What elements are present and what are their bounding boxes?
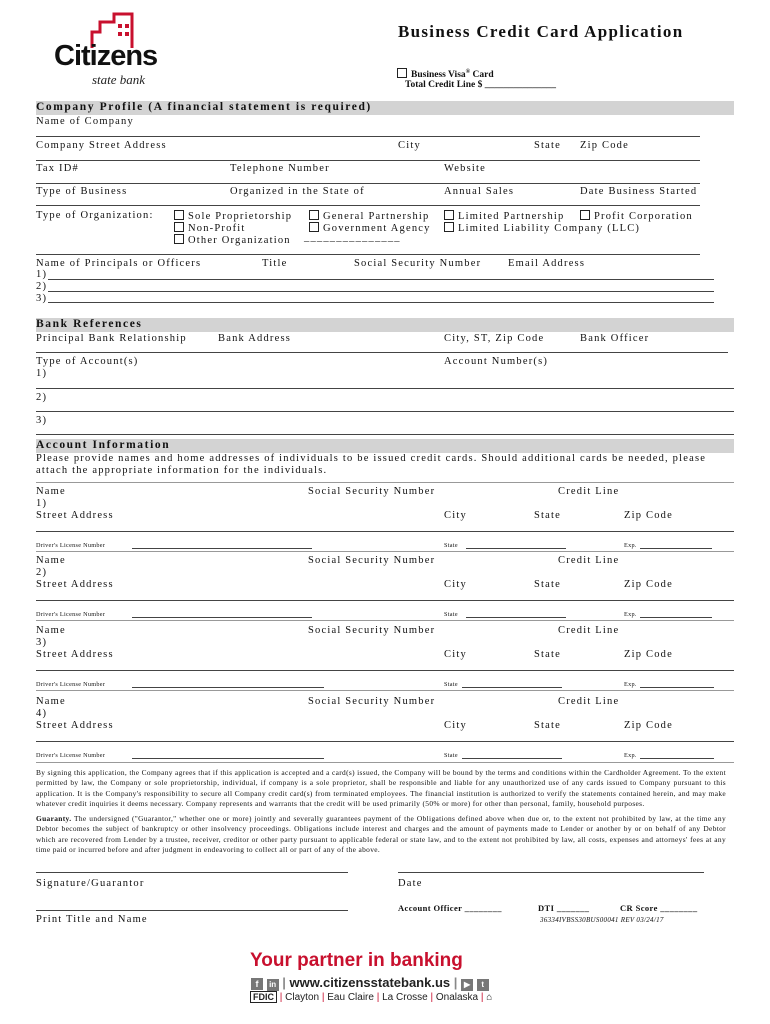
option-non-profit[interactable]: Non-Profit — [174, 222, 246, 234]
label-account-type: Type of Account(s) — [36, 356, 139, 367]
street-line[interactable] — [36, 160, 700, 161]
option-government-agency[interactable]: Government Agency — [309, 222, 431, 234]
label-dl-state: State — [444, 611, 458, 618]
signature-line[interactable] — [36, 872, 348, 873]
form-number: 36334IVBSS30BUS00041 REV 03/24/17 — [540, 916, 664, 924]
principal-row-3: 3) — [36, 293, 48, 304]
label-principal-ssn: Social Security Number — [354, 258, 482, 269]
label-zip: Zip Code — [624, 649, 673, 660]
label-street: Company Street Address — [36, 140, 167, 151]
drivers-license-line[interactable] — [132, 617, 312, 618]
dl-state-line[interactable] — [462, 687, 562, 688]
label-signature: Signature/Guarantor — [36, 878, 145, 889]
label-company-name: Name of Company — [36, 116, 134, 127]
label-dl-state: State — [444, 752, 458, 759]
label-credit-line: Credit Line — [558, 555, 620, 566]
logo — [52, 10, 162, 85]
facebook-icon[interactable]: f — [251, 978, 263, 990]
label-org-state: Organized in the State of — [230, 186, 365, 197]
label-state: State — [534, 720, 561, 731]
label-business-type: Type of Business — [36, 186, 128, 197]
checkbox[interactable] — [174, 234, 184, 244]
checkbox[interactable] — [444, 222, 454, 232]
label-dl-state: State — [444, 681, 458, 688]
label-account-number: Account Number(s) — [444, 356, 549, 367]
dti-field[interactable]: DTI _______ — [538, 903, 590, 913]
company-name-line[interactable] — [36, 136, 700, 137]
label-credit-line: Credit Line — [558, 625, 620, 636]
business-type-line[interactable] — [36, 205, 700, 206]
address-line[interactable] — [36, 741, 734, 742]
checkbox[interactable] — [174, 210, 184, 220]
label-title: Title — [262, 258, 288, 269]
cardholder-number: 4) — [36, 708, 48, 719]
label-state: State — [534, 140, 561, 151]
total-credit-line: Total Credit Line $ _______________ — [405, 80, 556, 90]
label-email: Email Address — [508, 258, 586, 269]
label-cardholder-ssn: Social Security Number — [308, 625, 436, 636]
label-cardholder-name: Name — [36, 625, 66, 636]
address-line[interactable] — [36, 531, 734, 532]
page-title: Business Credit Card Application — [398, 22, 684, 41]
date-line[interactable] — [398, 872, 704, 873]
address-line[interactable] — [36, 670, 734, 671]
bank-references-heading: Bank References — [36, 318, 143, 330]
option-general-partnership[interactable]: General Partnership — [309, 210, 429, 222]
label-city: City — [444, 510, 467, 521]
youtube-icon[interactable]: ▶ — [461, 979, 473, 991]
label-zip: Zip Code — [580, 140, 629, 151]
cardholder-number: 1) — [36, 498, 48, 509]
twitter-icon[interactable]: t — [477, 979, 489, 991]
bank-row-2: 2) — [36, 392, 48, 403]
exp-line[interactable] — [640, 617, 712, 618]
account-info-heading: Account Information — [36, 439, 171, 451]
card-checkbox[interactable] — [397, 68, 407, 78]
label-cardholder-ssn: Social Security Number — [308, 696, 436, 707]
bank-line-3[interactable] — [36, 434, 734, 435]
label-dl-state: State — [444, 542, 458, 549]
logo-sub: state bank — [92, 72, 146, 87]
account-officer-field[interactable]: Account Officer ________ — [398, 903, 502, 913]
label-website: Website — [444, 163, 486, 174]
location-eau-claire: Eau Claire — [327, 992, 374, 1003]
company-profile-band — [36, 101, 734, 115]
label-cardholder-ssn: Social Security Number — [308, 486, 436, 497]
principal-row-1: 1) — [36, 269, 48, 280]
location-la-crosse: La Crosse — [382, 992, 428, 1003]
label-bank-relationship: Principal Bank Relationship — [36, 333, 187, 344]
option-limited-partnership[interactable]: Limited Partnership — [444, 210, 565, 222]
agreement-paragraph: By signing this application, the Company agrees that if this application is accepted and a card(s) issued, the Company will be bound by the terms and conditions within the Cardholder Agreement. To the extent permitted by law, the Company or sole proprietorship, individual, if company is a sole proprietor, shall be responsible and liable for any unauthorized use of any cards issued to Company pursuant to this application. It is the Company's responsibility to secure all Company credit card(s) from terminated employees. The financial institution is authorized to verify the statements contained herein, and may make whatever credit inquiries it deems necessary. Company represents and warrants that the credit will be used primarily (50% or more) for other than personal, family, household purposes. — [36, 768, 726, 809]
principal-line-2[interactable] — [48, 291, 714, 292]
label-date-started: Date Business Started — [580, 186, 698, 197]
drivers-license-line[interactable] — [132, 548, 312, 549]
label-drivers-license: Driver's License Number — [36, 542, 106, 549]
cardholder-divider — [36, 551, 734, 552]
label-zip: Zip Code — [624, 510, 673, 521]
exp-line[interactable] — [640, 687, 714, 688]
label-bank-city: City, ST, Zip Code — [444, 333, 545, 344]
label-bank-address: Bank Address — [218, 333, 292, 344]
bank-row-3: 3) — [36, 415, 48, 426]
fdic-logo: FDIC — [250, 991, 277, 1003]
label-state: State — [534, 510, 561, 521]
cr-score-field[interactable]: CR Score ________ — [620, 903, 698, 913]
label-credit-line: Credit Line — [558, 696, 620, 707]
label-city: City — [444, 649, 467, 660]
label-zip: Zip Code — [624, 720, 673, 731]
checkbox[interactable] — [174, 222, 184, 232]
label-state: State — [534, 649, 561, 660]
label-print-name: Print Title and Name — [36, 914, 148, 925]
label-city: City — [444, 579, 467, 590]
location-onalaska: Onalaska — [435, 992, 479, 1003]
label-city: City — [444, 720, 467, 731]
drivers-license-line[interactable] — [132, 758, 324, 759]
instructions-divider — [36, 482, 734, 483]
label-cardholder-name: Name — [36, 486, 66, 497]
location-clayton: Clayton — [285, 992, 320, 1003]
label-street-address: Street Address — [36, 579, 114, 590]
label-org-type: Type of Organization: — [36, 210, 154, 221]
account-info-band — [36, 439, 734, 453]
drivers-license-line[interactable] — [132, 687, 324, 688]
principal-line-1[interactable] — [48, 279, 714, 280]
bank-line-2[interactable] — [36, 411, 734, 412]
website-link[interactable]: www.citizensstatebank.us — [289, 975, 451, 990]
label-state: State — [534, 579, 561, 590]
option-sole-proprietorship[interactable]: Sole Proprietorship — [174, 210, 292, 222]
label-phone: Telephone Number — [230, 163, 330, 174]
label-drivers-license: Driver's License Number — [36, 752, 106, 759]
label-street-address: Street Address — [36, 649, 114, 660]
option-profit-corporation[interactable]: Profit Corporation — [580, 210, 693, 222]
label-principals: Name of Principals or Officers — [36, 258, 202, 269]
social-row: f in | www.citizensstatebank.us | ▶ t — [251, 975, 489, 991]
equal-housing-icon: ⌂ — [486, 992, 493, 1003]
address-line[interactable] — [36, 600, 734, 601]
checkbox[interactable] — [309, 210, 319, 220]
locations-row: FDIC | Clayton | Eau Claire | La Crosse | Onalaska | ⌂ — [250, 992, 492, 1003]
label-drivers-license: Driver's License Number — [36, 611, 106, 618]
account-instructions: Please provide names and home addresses of individuals to be issued credit cards. Should additional cards be needed, please attach the appropriate information for the individuals. — [36, 453, 707, 476]
logo-name: Citizens — [54, 40, 158, 72]
label-cardholder-name: Name — [36, 696, 66, 707]
cardholder-number: 2) — [36, 567, 48, 578]
checkbox[interactable] — [309, 222, 319, 232]
label-annual-sales: Annual Sales — [444, 186, 515, 197]
bank-line-1[interactable] — [36, 388, 734, 389]
principal-line-3[interactable] — [48, 302, 714, 303]
label-bank-officer: Bank Officer — [580, 333, 650, 344]
card-option[interactable]: Business Visa® Card — [397, 68, 494, 80]
bank-row-1: 1) — [36, 368, 48, 379]
label-city: City — [398, 140, 421, 151]
cardholder-divider — [36, 762, 734, 763]
other-organization-line[interactable]: _______________ — [304, 232, 401, 243]
cardholder-number: 3) — [36, 637, 48, 648]
label-taxid: Tax ID# — [36, 163, 79, 174]
label-street-address: Street Address — [36, 510, 114, 521]
taxid-line[interactable] — [36, 183, 700, 184]
label-exp: Exp. — [624, 681, 637, 688]
exp-line[interactable] — [640, 758, 714, 759]
print-name-line[interactable] — [36, 910, 348, 911]
label-cardholder-name: Name — [36, 555, 66, 566]
tagline: Your partner in banking — [250, 950, 463, 971]
dl-state-line[interactable] — [466, 548, 566, 549]
label-exp: Exp. — [624, 542, 637, 549]
label-exp: Exp. — [624, 752, 637, 759]
label-drivers-license: Driver's License Number — [36, 681, 106, 688]
cardholder-divider — [36, 690, 734, 691]
label-date: Date — [398, 878, 423, 889]
label-exp: Exp. — [624, 611, 637, 618]
option-llc[interactable]: Limited Liability Company (LLC) — [444, 222, 640, 234]
label-zip: Zip Code — [624, 579, 673, 590]
checkbox[interactable] — [444, 210, 454, 220]
dl-state-line[interactable] — [466, 617, 566, 618]
checkbox[interactable] — [580, 210, 590, 220]
exp-line[interactable] — [640, 548, 712, 549]
option-other-organization[interactable]: Other Organization — [174, 234, 291, 246]
linkedin-icon[interactable]: in — [267, 979, 279, 991]
bank-relationship-line[interactable] — [36, 352, 728, 353]
label-cardholder-ssn: Social Security Number — [308, 555, 436, 566]
org-type-line — [36, 254, 700, 255]
principal-row-2: 2) — [36, 281, 48, 292]
company-profile-heading: Company Profile (A financial statement is required) — [36, 101, 372, 113]
dl-state-line[interactable] — [462, 758, 562, 759]
label-credit-line: Credit Line — [558, 486, 620, 497]
guaranty-paragraph: Guaranty. The undersigned ("Guarantor," whether one or more) jointly and severally guarantees payment of the Obligations defined above when due or, to the extent not prohibited by law, at the time any Debtor becomes the subject of bankruptcy or other insolvency proceedings. Obligations include interest and charges and the amount of payments made to Lender or another by or on behalf of any Debtor which are recovered from Lender by a trustee, receiver, creditor or other party pursuant to applicable federal or state law, and to the extent not prohibited by law, all costs, expenses and attorneys' fees at any time paid or incurred before and after judgment in endeavoring to collect all or part of any of the above. — [36, 814, 726, 855]
bank-references-band — [36, 318, 734, 332]
cardholder-divider — [36, 620, 734, 621]
label-street-address: Street Address — [36, 720, 114, 731]
